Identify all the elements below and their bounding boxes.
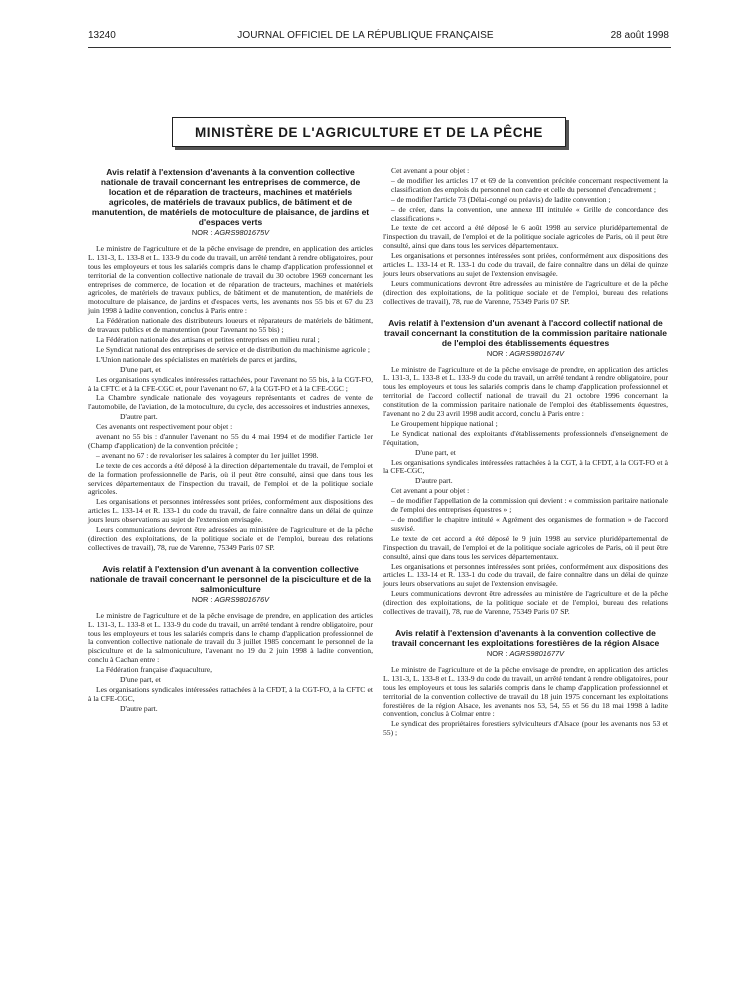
article-title: Avis relatif à l'extension d'avenants à la convention collective nationale de travail concernant les entreprises de commerce, de location et de réparation de tracteurs, machines et matériels agricoles, de matériels de travaux publics, de bâtiment et de manutention, de matériels de motoculture de plaisance, de jardins et d'espaces verts — [91, 167, 370, 227]
nor-reference: NOR : AGRS9801674V — [486, 348, 565, 358]
paragraph: La Fédération nationale des distributeurs loueurs et réparateurs de matériels de bâtiment, de travaux publics et de manutention (pour l'avenant no 55 bis) ; — [88, 316, 373, 335]
paragraph: Les organisations syndicales intéressées rattachées à la CFDT, à la CGT-FO, à la CFTC et à la CFE-CGC, — [88, 684, 373, 703]
party-line: D'une part, et — [120, 675, 161, 685]
paragraph: Leurs communications devront être adressées au ministère de l'agriculture et de la pêche (direction des exploitations, de la politique sociale et de l'emploi, bureau des relations collectives de travail), 78, rue de Varenne, 75349 Paris 07 SP. — [88, 525, 373, 552]
left-column — [88, 167, 373, 715]
article-title: Avis relatif à l'extension d'un avenant à la convention collective nationale de travail concernant le personnel de la pisciculture et de la salmoniculture — [89, 563, 372, 594]
paragraph: Les organisations syndicales intéressées rattachées, pour l'avenant no 55 bis, à la CGT-FO, à la CFTC et à la CFE-CGC et, pour l'avenant no 67, à la CGT-FO et à la CFE-CGC ; — [88, 374, 373, 393]
party-line: D'une part, et — [120, 364, 161, 374]
party-line: D'une part, et — [415, 447, 456, 457]
list-item: – de modifier l'article 73 (Délai-congé ou préavis) de ladite convention ; — [391, 194, 611, 204]
nor-code: AGRS9801674V — [509, 348, 565, 358]
paragraph: La Fédération française d'aquaculture, — [96, 665, 213, 675]
party-line: D'autre part. — [415, 476, 453, 486]
nor-code: AGRS9801677V — [509, 648, 565, 658]
paragraph: Le texte de cet accord a été déposé le 9 juin 1998 au service pluridépartemental de l'inspection du travail, de l'emploi et de la politique sociale agricoles de Paris, où il peut être consulté, ainsi que dans tous les services départementaux. — [383, 533, 668, 561]
paragraph: Les organisations et personnes intéressées sont priées, conformément aux dispositions des articles L. 133-14 et R. 133-1 du code du travail, de faire connaître dans un délai de quinze jours leurs observations au sujet de l'extension envisagée. — [383, 251, 668, 278]
paragraph: La Fédération nationale des artisans et petites entreprises en milieu rural ; — [96, 334, 320, 344]
paragraph: Le texte de cet accord a été déposé le 6 août 1998 au service pluridépartemental de l'inspection du travail, de l'emploi et de la politique sociale agricoles de Paris, où il peut être consulté, ainsi que dans tous les services départementaux. — [383, 223, 668, 251]
list-item: – de créer, dans la convention, une annexe III intitulée « Grille de concordance des classifications ». — [391, 204, 668, 223]
paragraph: Cet avenant a pour objet : — [391, 166, 470, 175]
list-item: – avenant no 67 : de revaloriser les salaires à compter du 1er juillet 1998. — [96, 450, 319, 460]
paragraph: Le Syndicat national des exploitants d'établissements professionnels d'enseignement de l'équitation, — [383, 428, 668, 447]
nor-reference: NOR : AGRS9801676V — [191, 594, 270, 604]
journal-title: JOURNAL OFFICIEL DE LA RÉPUBLIQUE FRANÇAISE — [237, 30, 494, 41]
paragraph: Le ministre de l'agriculture et de la pêche envisage de prendre, en application des articles L. 131-3, L. 133-8 et L. 133-9 du code du travail, un arrêté tendant à rendre obligatoire, pour tous les employeurs et tous les salariés compris dans le champ d'application professionnel et territorial de l'accord collectif national de travail du 21 octobre 1996 concernant la constitution de la commission paritaire nationale de l'emploi des établissements équestres, l'avenant no 2 du 23 avril 1998 audit accord, conclu à Paris entre : — [383, 364, 668, 419]
paragraph: L'Union nationale des spécialistes en matériels de parcs et jardins, — [96, 354, 297, 364]
paragraph: Les organisations syndicales intéressées rattachées à la CGT, à la CFDT, à la CGT-FO et à la CFE-CGC, — [383, 457, 668, 476]
list-item: – de modifier l'appellation de la commission qui devient : « commission paritaire nationale de l'emploi des entreprises équestres » ; — [391, 496, 668, 515]
paragraph: Cet avenant a pour objet : — [391, 486, 470, 496]
paragraph: Ces avenants ont respectivement pour objet : — [96, 422, 233, 432]
nor-reference: NOR : AGRS9801675V — [191, 228, 270, 237]
ministry-title-box — [172, 117, 566, 147]
article-3 — [383, 318, 668, 617]
header-rule — [88, 47, 671, 48]
ministry-title: MINISTÈRE DE L'AGRICULTURE ET DE LA PÊCHE — [194, 124, 544, 140]
nor-code: AGRS9801675V — [214, 228, 270, 237]
list-item: – de modifier les articles 17 et 69 de la convention précitée concernant respectivement la classification des emplois du personnel non cadre et celle du personnel d'encadrement ; — [391, 175, 668, 194]
list-item: – de modifier le chapitre intitulé « Agrément des organismes de formation » de l'accord susvisé. — [391, 515, 668, 533]
article-1 — [88, 167, 373, 553]
paragraph: Le ministre de l'agriculture et de la pêche envisage de prendre, en application des articles L. 131-3, L. 133-8 et L. 133-9 du code du travail, un arrêté tendant à rendre obligatoires, pour tous les employeurs et tous les salariés compris dans le champ d'application professionnel et territorial de la convention collective de travail du 18 juin 1975 concernant les exploitations forestières de la région Alsace, les avenants nos 53, 54, 55 et 56 du 18 mai 1998 à ladite convention, conclus à Colmar entre : — [383, 664, 668, 719]
right-column — [383, 167, 668, 739]
article-2 — [88, 564, 373, 714]
paragraph: Le Groupement hippique national ; — [391, 418, 498, 428]
paragraph: Les organisations et personnes intéressées sont priées, conformément aux dispositions des articles L. 133-14 et R. 133-1 du code du travail, de faire connaître dans un délai de quinze jours leurs observations au sujet de l'extension envisagée. — [88, 497, 373, 525]
article-title: Avis relatif à l'extension d'avenants à la convention collective de travail concernant les exploitations forestières de la région Alsace — [391, 627, 660, 648]
paragraph: Le ministre de l'agriculture et de la pêche envisage de prendre, en application des articles L. 131-3, L. 133-8 et L. 133-9 du code du travail, un arrêté tendant à rendre obligatoire, pour tous les employeurs et tous les salariés compris dans le champ d'application professionnel de la convention collective nationale de travail du 3 juillet 1985 concernant le personnel de la pisciculture et de la salmoniculture, l'avenant no 19 du 2 juin 1998 à ladite convention, conclu à Cachan entre : — [88, 610, 373, 665]
article-title: Avis relatif à l'extension d'un avenant à l'accord collectif national de travail concernant la constitution de la commission paritaire nationale de l'emploi des établissements équestres — [384, 317, 667, 348]
party-line: D'autre part. — [120, 703, 158, 713]
article-2-continued — [383, 167, 668, 307]
list-item: avenant no 55 bis : d'annuler l'avenant no 55 du 4 mai 1994 et de modifier l'article 1er (Champ d'application) de la convention précitée ; — [88, 432, 373, 450]
publication-date: 28 août 1998 — [610, 30, 669, 41]
paragraph: Leurs communications devront être adressées au ministère de l'agriculture et de la pêche (direction des exploitations, de la politique sociale et de l'emploi, bureau des relations collectives de travail), 78, rue de Varenne, 75349 Paris 07 SP. — [383, 589, 668, 617]
paragraph: Le Syndicat national des entreprises de service et de distribution du machinisme agricole ; — [96, 344, 370, 354]
nor-code: AGRS9801676V — [214, 594, 270, 604]
paragraph: Leurs communications devront être adressées au ministère de l'agriculture et de la pêche (direction des exploitations, de la politique sociale et de l'emploi, bureau des relations collectives de travail), 78, rue de Varenne, 75349 Paris 07 SP. — [383, 278, 668, 306]
paragraph: Le ministre de l'agriculture et de la pêche envisage de prendre, en application des articles L. 131-3, L. 133-8 et L. 133-9 du code du travail, un arrêté tendant à rendre obligatoires, pour tous les employeurs et tous les salariés compris dans le champ d'application professionnel et territorial de la convention collective nationale de travail du 30 octobre 1969 concernant les entreprises de commerce, de location et de réparation de tracteurs, machines et matériels agricoles, de matériels de travaux publics, de bâtiment et de manutention, de matériels de motoculture de plaisance, de jardins et d'espaces verts, les avenants nos 55 bis et 67 du 23 juin 1998 à ladite convention, conclus à Paris entre : — [88, 243, 373, 316]
article-4 — [383, 628, 668, 738]
paragraph: Les organisations et personnes intéressées sont priées, conformément aux dispositions des articles L. 133-14 et R. 133-1 du code du travail, de faire connaître dans un délai de quinze jours leurs observations au sujet de l'extension envisagée. — [383, 561, 668, 589]
paragraph: Le texte de ces accords a été déposé à la direction départementale du travail, de l'emploi et de la formation professionnelle de Paris, où il peut être consulté, ainsi que dans tous les services départementaux de l'inspection du travail, de l'emploi et de la politique sociale agricoles. — [88, 460, 373, 497]
page-number: 13240 — [88, 30, 116, 41]
party-line: D'autre part. — [120, 412, 158, 422]
running-header — [0, 30, 731, 46]
paragraph: La Chambre syndicale nationale des voyageurs représentants et cadres de vente de l'automobile, de l'aviation, de la motoculture, du cycle, des accessoires et industries annexes, — [88, 393, 373, 412]
paragraph: Le syndicat des propriétaires forestiers sylviculteurs d'Alsace (pour les avenants nos 53 et 55) ; — [383, 719, 668, 738]
nor-reference: NOR : AGRS9801677V — [486, 648, 565, 658]
